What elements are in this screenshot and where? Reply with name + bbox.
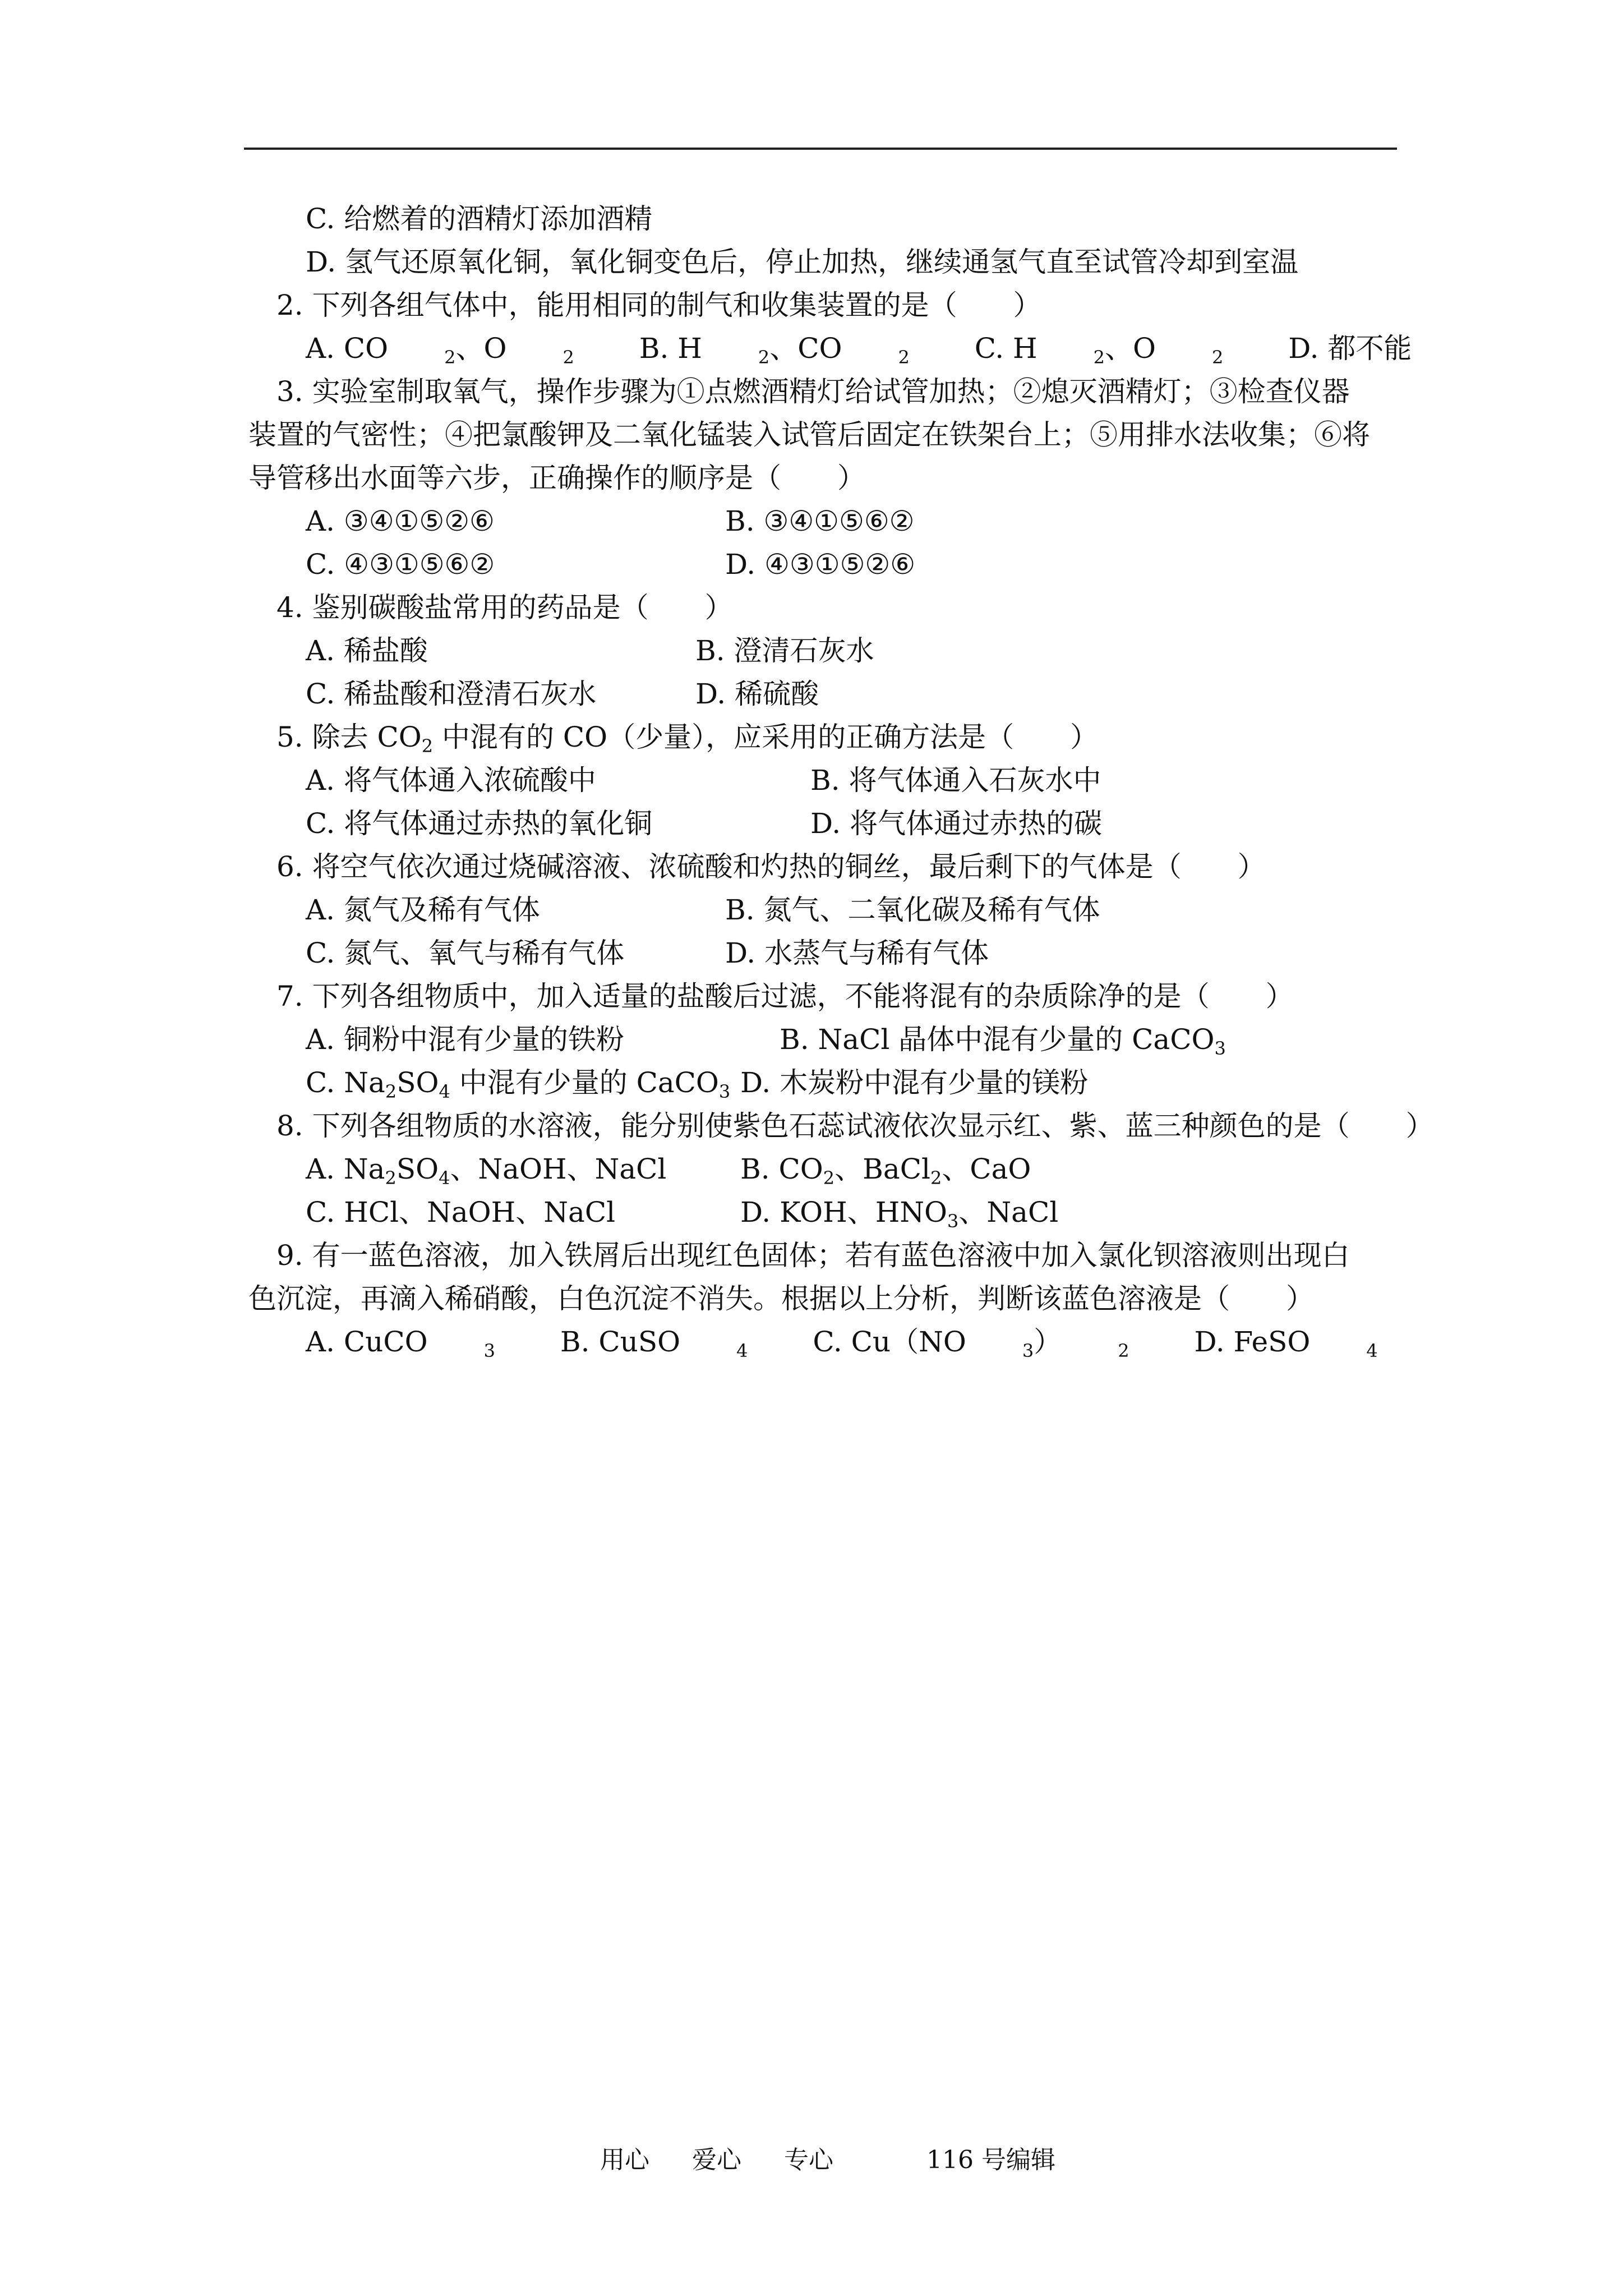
q7-option-b: B. NaCl 晶体中混有少量的 CaCO$_3$ [780, 1023, 1226, 1059]
q9-option-a: A. CuCO $_3$ [306, 1326, 495, 1361]
q6-option-b: B. 氮气、二氧化碳及稀有气体 [725, 894, 1100, 926]
q7-stem: 7. 下列各组物质中，加入适量的盐酸后过滤，不能将混有的杂质除净的是（ ） [276, 980, 1294, 1013]
q9-option-d: D. FeSO $_4$ [1194, 1326, 1378, 1361]
q9-stem-line2: 色沉淀，再滴入稀硝酸，白色沉淀不消失。根据以上分析，判断该蓝色溶液是（ ） [248, 1282, 1314, 1315]
q5-stem: 5. 除去 $CO_2$ 中混有的 CO（少量），应采用的正确方法是（ ） [276, 721, 1099, 757]
q3-stem-line2: 装置的气密性；④把氯酸钾及二氧化锰装入试管后固定在铁架台上；⑤用排水法收集；⑥将 [248, 418, 1370, 451]
page-footer [600, 2145, 1055, 2176]
q9-option-b: B. CuSO $_4$ [560, 1326, 748, 1361]
q1-option-c: C. 给燃着的酒精灯添加酒精 [306, 203, 653, 235]
q8-option-a: A. $Na_2SO_4$、NaOH、NaCl [306, 1153, 667, 1189]
q3-stem-line3: 导管移出水面等六步，正确操作的顺序是（ ） [248, 462, 865, 494]
q8-option-b: B. $CO_2$、BaCl$_2$、CaO [740, 1153, 1031, 1189]
q2-option-c: C. H $_2$、O $_2$ [974, 332, 1224, 368]
q6-option-a: A. 氮气及稀有气体 [306, 894, 540, 926]
footer-text-1: 用心 [600, 2146, 649, 2174]
q4-stem: 4. 鉴别碳酸盐常用的药品是（ ） [276, 591, 733, 624]
q8-stem: 8. 下列各组物质的水溶液，能分别使紫色石蕊试液依次显示红、紫、蓝三种颜色的是（ ） [276, 1110, 1434, 1142]
footer-text-3: 专心 [784, 2146, 833, 2174]
q1-option-d: D. 氢气还原氧化铜，氧化铜变色后，停止加热，继续通氢气直至试管冷却到室温 [306, 246, 1299, 278]
q4-option-c: C. 稀盐酸和澄清石灰水 [306, 678, 597, 710]
q7-option-d: D. 木炭粉中混有少量的镁粉 [740, 1066, 1089, 1099]
header-rule [244, 148, 1397, 150]
q6-stem: 6. 将空气依次通过烧碱溶液、浓硫酸和灼热的铜丝，最后剩下的气体是（ ） [276, 850, 1266, 883]
q6-option-c: C. 氮气、氧气与稀有气体 [306, 937, 625, 969]
q4-option-a: A. 稀盐酸 [306, 634, 428, 667]
q9-option-c: C. Cu（NO $_3$） $_2$ [813, 1326, 1129, 1361]
q3-option-a: A. ③④①⑤②⑥ [306, 505, 495, 537]
q9-options [306, 1325, 1378, 1359]
q2-stem: 2. 下列各组气体中，能用相同的制气和收集装置的是（ ） [276, 289, 1041, 321]
q2-option-b: B. H $_2$、CO $_2$ [639, 332, 910, 368]
q5-option-c: C. 将气体通过赤热的氧化铜 [306, 807, 653, 840]
q3-option-c: C. ④③①⑤⑥② [306, 548, 495, 581]
q6-option-d: D. 水蒸气与稀有气体 [725, 937, 989, 969]
q5-option-b: B. 将气体通入石灰水中 [810, 764, 1101, 797]
q8-option-d: D. KOH、$HNO_3$、NaCl [740, 1196, 1059, 1232]
q2-option-a: A. CO $_2$、O $_2$ [306, 332, 574, 368]
q4-option-d: D. 稀硫酸 [695, 678, 819, 710]
q2-option-d: D. 都不能 [1288, 332, 1412, 365]
q9-stem-line1: 9. 有一蓝色溶液，加入铁屑后出现红色固体；若有蓝色溶液中加入氯化钡溶液则出现白 [276, 1239, 1350, 1272]
q3-option-b: B. ③④①⑤⑥② [725, 505, 915, 537]
q4-option-b: B. 澄清石灰水 [695, 634, 874, 667]
q7-option-a: A. 铜粉中混有少量的铁粉 [306, 1023, 624, 1056]
footer-page-number: 116 号编辑 [926, 2146, 1055, 2174]
q7-option-c: C. $Na_2SO_4$ 中混有少量的 CaCO$_3$ [306, 1066, 731, 1102]
q8-option-c: C. HCl、NaOH、NaCl [306, 1196, 616, 1228]
q5-option-d: D. 将气体通过赤热的碳 [810, 807, 1103, 840]
q2-options [306, 332, 1412, 368]
footer-text-2: 爱心 [692, 2146, 741, 2174]
q3-option-d: D. ④③①⑤②⑥ [725, 548, 916, 581]
q3-stem-line1: 3. 实验室制取氧气，操作步骤为①点燃酒精灯给试管加热；②熄灭酒精灯；③检查仪器 [276, 375, 1350, 408]
q5-option-a: A. 将气体通入浓硫酸中 [306, 764, 596, 797]
